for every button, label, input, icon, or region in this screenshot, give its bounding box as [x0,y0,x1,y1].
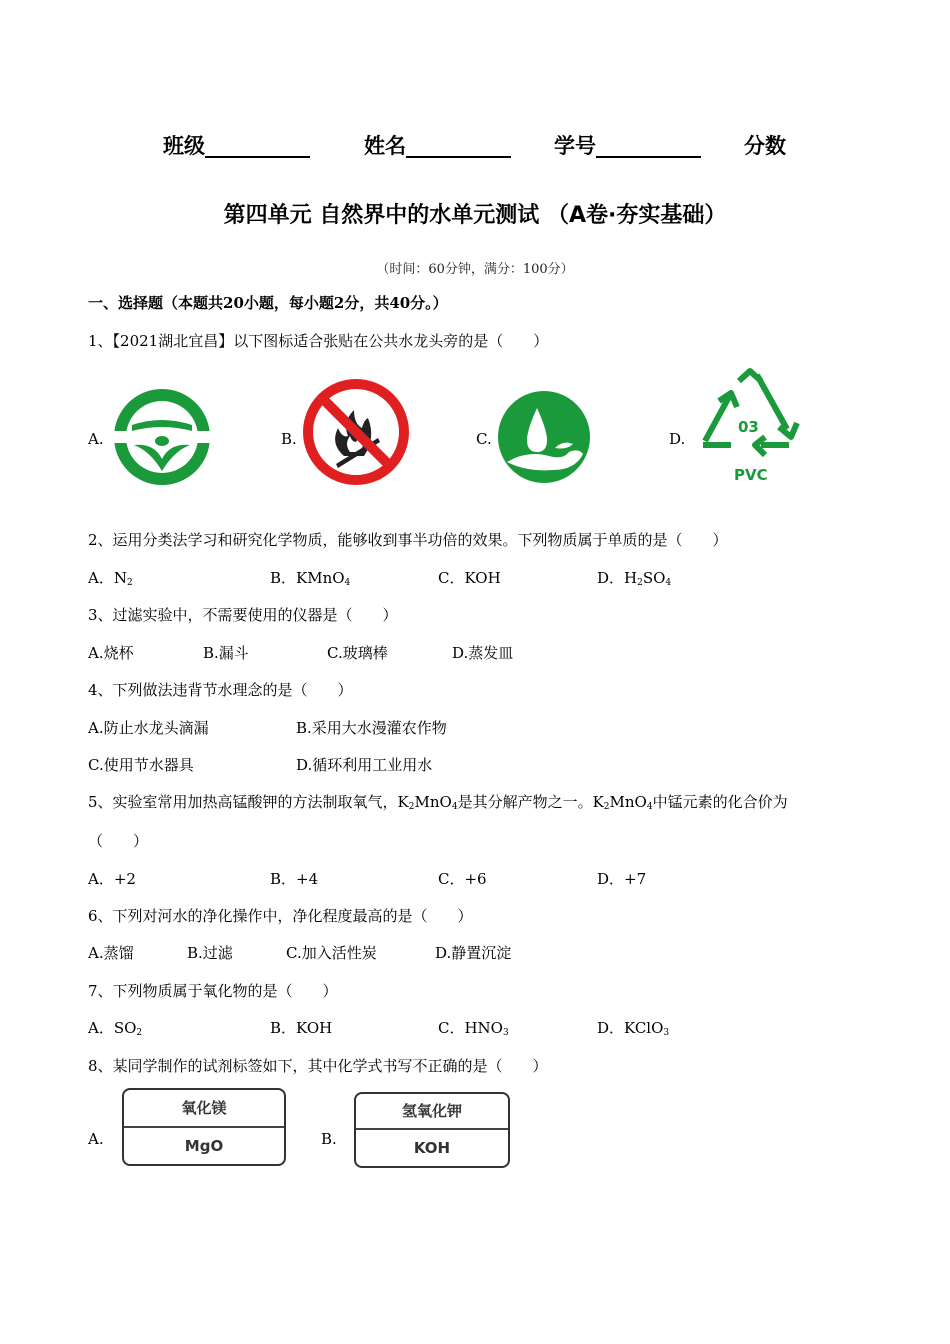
exam-time-info: （时间：60分钟，满分：100分） [376,262,574,277]
name-field: 姓名__________ [364,134,511,158]
question-7-stem: 7、下列物质属于氧化物的是（ ） [88,982,338,1000]
water-saving-icon [497,390,591,484]
q8-option-b-label: B. [321,1130,337,1148]
reagent-label-a-name: 氧化镁 [124,1090,284,1128]
question-3-stem: 3、过滤实验中，不需要使用的仪器是（ ） [88,606,398,624]
green-food-logo-icon [110,385,214,489]
q5-option-d: D．+7 [597,870,647,888]
student-id-field: 学号__________ [554,134,701,158]
no-fire-sign-icon [302,378,410,486]
reagent-label-b [354,1092,510,1168]
q1-option-b-label: B. [281,430,297,448]
q2-option-d: D．$H_2SO_4$ [597,569,672,588]
q3-option-a: A.烧杯 [88,644,134,662]
q3-option-b: B.漏斗 [203,644,249,662]
q6-option-b: B.过滤 [187,944,233,962]
question-5-stem: 5、实验室常用加热高锰酸钾的方法制取氧气，$K_2MnO_4$是其分解产物之一。$K_2MnO_4$中锰元素的化合价为 [88,793,788,812]
q7-option-b: B．KOH [270,1019,333,1037]
q4-option-a: A.防止水龙头滴漏 [88,719,209,737]
reagent-label-a [122,1088,286,1166]
question-1-stem: 1、【2021湖北宜昌】以下图标适合张贴在公共水龙头旁的是（ ） [88,332,549,350]
question-6-stem: 6、下列对河水的净化操作中，净化程度最高的是（ ） [88,907,473,925]
q6-option-c: C.加入活性炭 [286,944,377,962]
reagent-label-b-name: 氢氧化钾 [356,1094,508,1130]
class-field: 班级__________ [163,134,310,158]
page-title: 第四单元 自然界中的水单元测试 （A卷·夯实基础） [223,203,727,228]
q1-option-a-label: A. [88,430,104,448]
q7-option-d: D．KClO$_3$ [597,1019,670,1038]
question-8-stem: 8、某同学制作的试剂标签如下，其中化学式书写不正确的是（ ） [88,1057,548,1075]
q6-option-d: D.静置沉淀 [435,944,512,962]
reagent-label-a-formula: MgO [184,1137,224,1155]
question-2-stem: 2、运用分类法学习和研究化学物质，能够收到事半功倍的效果。下列物质属于单质的是（ ） [88,531,728,549]
q8-option-a-label: A. [88,1130,104,1148]
q1-option-d-label: D. [669,430,686,448]
q4-option-b: B.采用大水漫灌农作物 [296,719,447,737]
score-field: 分数 [744,134,786,158]
question-4-stem: 4、下列做法违背节水理念的是（ ） [88,681,353,699]
q1-option-c-label: C. [476,430,492,448]
q3-option-c: C.玻璃棒 [327,644,388,662]
q6-option-a: A.蒸馏 [88,944,134,962]
q5-option-c: C．+6 [438,870,487,888]
q3-option-d: D.蒸发皿 [452,644,514,662]
q7-option-a: A．$SO_2$ [88,1019,143,1038]
q4-option-c: C.使用节水器具 [88,756,194,774]
q7-option-c: C．$HNO_3$ [438,1019,509,1038]
recycle-number: 03 [738,418,759,436]
q2-option-b: B．KMnO$_4$ [270,569,351,588]
q4-option-d: D.循环利用工业用水 [296,756,433,774]
q5-option-a: A．+2 [88,870,136,888]
q2-option-a: A．$N_2$ [88,569,133,588]
question-5-stem-cont: （ ） [88,832,149,850]
reagent-label-b-formula: KOH [413,1139,451,1157]
q2-option-c: C．KOH [438,569,501,587]
section-heading: 一、选择题（本题共20小题，每小题2分，共40分。） [88,294,448,312]
recycle-code: PVC [734,466,768,484]
q5-option-b: B．+4 [270,870,319,888]
